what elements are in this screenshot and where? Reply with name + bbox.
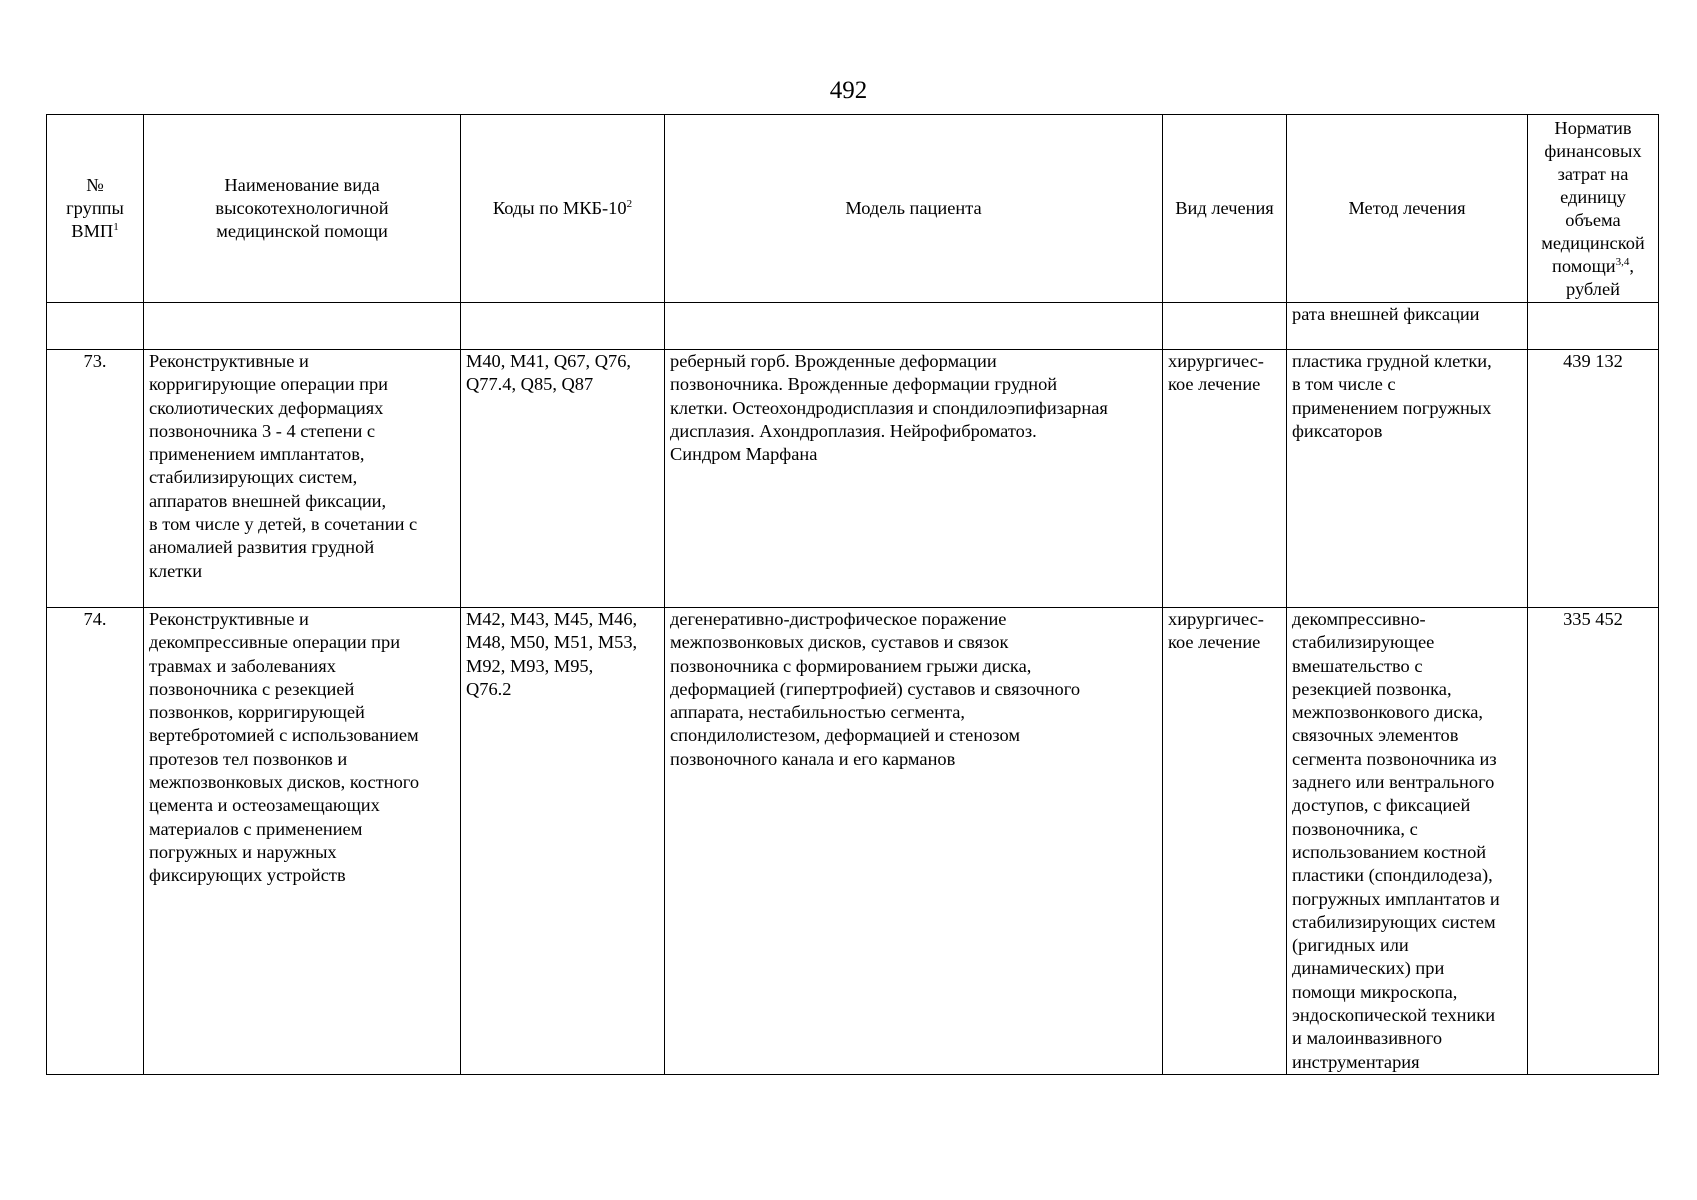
cell-treatment-type: хирургичес- кое лечение	[1163, 350, 1287, 608]
header-row	[47, 115, 1659, 303]
cell-treatment-type	[1163, 303, 1287, 350]
cell-method: рата внешней фиксации	[1287, 303, 1528, 350]
header-model: Модель пациента	[665, 115, 1163, 303]
cell-name: Реконструктивные и декомпрессивные операции при травмах и заболеваниях позвоночника с резекцией позвонков, корригирующей вертебротомией с использованием протезов тел позвонков и межпозвонковых дисков, костного цемента и остеозамещающих материалов с применением погружных и наружных фиксирующих устройств	[144, 608, 461, 1075]
footnote-mark: 1	[113, 220, 119, 233]
cell-method: пластика грудной клетки, в том числе с применением погружных фиксаторов	[1287, 350, 1528, 608]
cell-treatment-type: хирургичес- кое лечение	[1163, 608, 1287, 1075]
cell-codes	[461, 303, 665, 350]
cell-codes: M40, M41, Q67, Q76, Q77.4, Q85, Q87	[461, 350, 665, 608]
header-norm: Норматив финансовых затрат на единицу объема медицинской помощи$^{3,4}$, рублей	[1528, 115, 1659, 303]
vmp-table	[46, 114, 1659, 1075]
cell-norm: 439 132	[1528, 350, 1659, 608]
cell-model: реберный горб. Врожденные деформации позвоночника. Врожденные деформации грудной клетки. Остеохондродисплазия и спондилоэпифизарная дисплазия. Ахондроплазия. Нейрофиброматоз. Синдром Марфана	[665, 350, 1163, 608]
cell-codes: M42, M43, M45, M46, M48, M50, M51, M53, M92, M93, M95, Q76.2	[461, 608, 665, 1075]
cell-name	[144, 303, 461, 350]
cell-group: 73.	[47, 350, 144, 608]
cell-group	[47, 303, 144, 350]
cell-norm	[1528, 303, 1659, 350]
table-row	[47, 350, 1659, 608]
page-number: 492	[829, 77, 868, 104]
header-codes: Коды по МКБ-$10^2$	[461, 115, 665, 303]
footnote-mark: 2	[626, 197, 633, 210]
cell-model	[665, 303, 1163, 350]
cell-method: декомпрессивно- стабилизирующее вмешательство с резекцией позвонка, межпозвонкового диска, связочных элементов сегмента позвоночника из заднего или вентрального доступов, с фиксацией позвоночника, с использованием костной пластики (спондилодеза), погружных имплантатов и стабилизирующих систем (ригидных или динамических) при помощи микроскопа, эндоскопической техники и малоинвазивного инструментария	[1287, 608, 1528, 1075]
cell-norm: 335 452	[1528, 608, 1659, 1075]
header-method: Метод лечения	[1287, 115, 1528, 303]
cell-name: Реконструктивные и корригирующие операции при сколиотических деформациях позвоночника 3 - 4 степени с применением имплантатов, стабилизирующих систем, аппаратов внешней фиксации, в том числе у детей, в сочетании с аномалией развития грудной клетки	[144, 350, 461, 608]
header-name: Наименование вида высокотехнологичной медицинской помощи	[144, 115, 461, 303]
table-row	[47, 608, 1659, 1075]
header-treatment-type: Вид лечения	[1163, 115, 1287, 303]
cell-model: дегенеративно-дистрофическое поражение межпозвонковых дисков, суставов и связок позвоночника с формированием грыжи диска, деформацией (гипертрофией) суставов и связочного аппарата, нестабильностью сегмента, спондилолистезом, деформацией и стенозом позвоночного канала и его карманов	[665, 608, 1163, 1075]
continuation-row	[47, 303, 1659, 350]
footnote-mark: 3,4	[1615, 255, 1630, 268]
header-group-no: № группы ВМП$^1$	[47, 115, 144, 303]
cell-group: 74.	[47, 608, 144, 1075]
